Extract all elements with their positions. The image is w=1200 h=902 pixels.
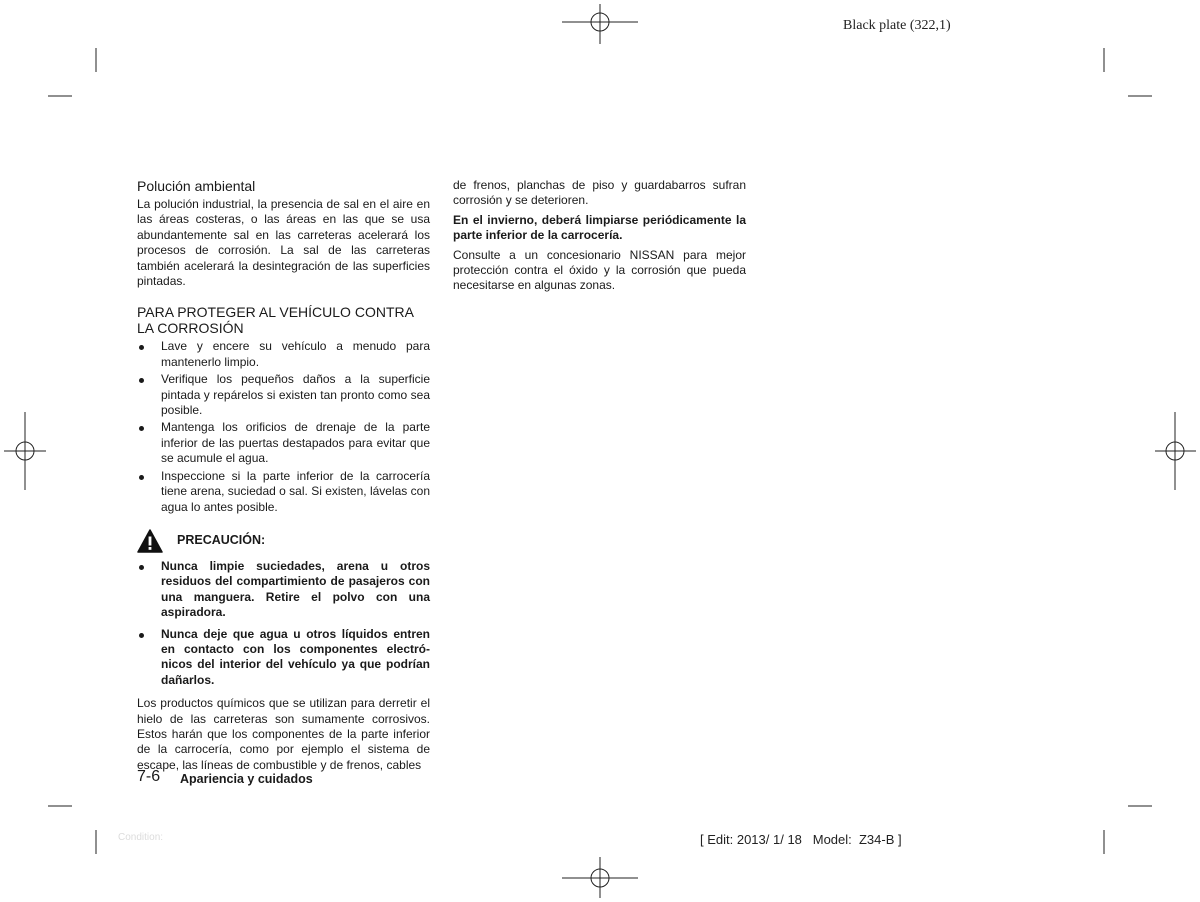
intro-paragraph: La polución industrial, la presencia de sal en el aire en las áreas costeras, o las áreas en las que se usa abundantemente sal en las carreteras acelerará los procesos de corrosión. La sal de las carreteras también acelerará la desintegración de las superficies pintadas.: [137, 197, 430, 289]
chapter-title: Apariencia y cuidados: [180, 772, 313, 786]
plate-label: Black plate (322,1): [843, 18, 951, 33]
registration-mark-top-icon: [562, 4, 638, 44]
list-item: Nunca deje que agua u otros líquidos entren en contacto con los componentes electró-nicos del interior del vehículo ya que podrían dañarlos.: [137, 627, 430, 689]
closing-paragraph: Los productos químicos que se utilizan para derretir el hielo de las carreteras son sumamente corrosivos. Estos harán que los componentes de la parte inferior de la carrocería, como por ejemplo el sistema de escape, las líneas de combustible y de frenos, cables: [137, 696, 430, 772]
left-column: [137, 178, 430, 773]
section-title: Polución ambiental: [137, 178, 256, 194]
registration-mark-left-icon: [4, 412, 46, 490]
warning-triangle-icon: [137, 529, 163, 553]
list-item: Verifique los pequeños daños a la superficie pintada y repárelos si existen tan pronto como sea posible.: [137, 372, 430, 418]
list-item: Mantenga los orificios de drenaje de la parte inferior de las puertas destapados para evitar que se acumule el agua.: [137, 420, 430, 466]
caution-title: PRECAUCIÓN:: [177, 533, 266, 548]
continuation-paragraph: de frenos, planchas de piso y guardabarros sufran corrosión y se deterioren.: [453, 178, 746, 208]
registration-mark-right-icon: [1155, 412, 1196, 490]
registration-mark-bottom-icon: [562, 857, 638, 898]
list-item: Nunca limpie suciedades, arena u otros residuos del compartimiento de pasajeros con una manguera. Retire el polvo con una aspiradora.: [137, 559, 430, 621]
condition-label: Condition:: [118, 832, 164, 843]
dealer-note: Consulte a un concesionario NISSAN para mejor protección contra el óxido y la corrosión que pueda necesitarse en algunas zonas.: [453, 247, 746, 293]
page-number: 7-6: [137, 768, 161, 785]
protect-heading: PARA PROTEGER AL VEHÍCULO CONTRA LA CORROSIÓN: [137, 304, 414, 337]
list-item: Inspeccione si la parte inferior de la carrocería tiene arena, suciedad o sal. Si existen, lávelas con agua lo antes posible.: [137, 469, 430, 515]
right-column: [453, 178, 746, 294]
edit-info: [ Edit: 2013/ 1/ 18 Model: Z34-B ]: [700, 832, 902, 847]
caution-list: [137, 559, 430, 688]
protect-list: [137, 339, 430, 514]
caution-header: [137, 529, 430, 553]
list-item: Lave y encere su vehículo a menudo para mantenerlo limpio.: [137, 339, 430, 370]
winter-note: En el invierno, deberá limpiarse periódicamente la parte inferior de la carrocería.: [453, 212, 746, 243]
